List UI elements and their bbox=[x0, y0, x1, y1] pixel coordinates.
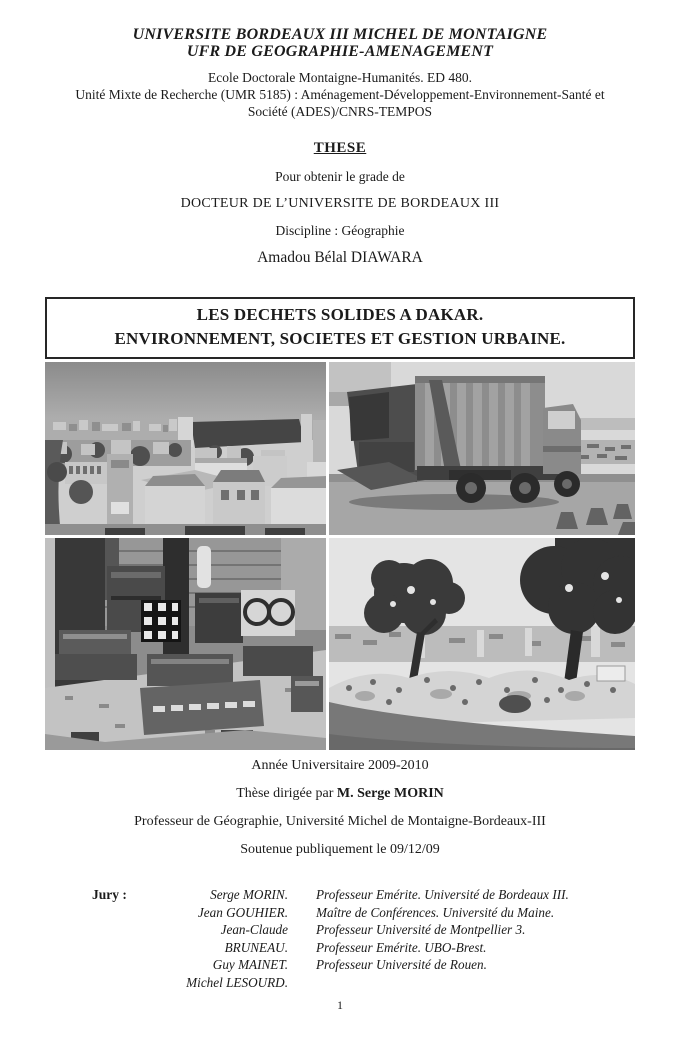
thesis-title-line1: LES DECHETS SOLIDES A DAKAR. bbox=[196, 305, 484, 324]
thesis-title-box bbox=[45, 297, 635, 359]
dakar-cityscape-photo bbox=[45, 362, 326, 535]
jury-member-name: Serge MORIN. bbox=[210, 887, 288, 902]
supervisor-title: Professeur de Géographie, Université Michel de Montaigne-Bordeaux-III bbox=[134, 814, 546, 829]
defense-date: Soutenue publiquement le 09/12/09 bbox=[240, 842, 440, 857]
cover-photo-grid bbox=[45, 362, 635, 750]
jury-member-role: Professeur Université de Montpellier 3. bbox=[316, 922, 526, 938]
jury-roles bbox=[316, 886, 569, 992]
jury-label: Jury : bbox=[92, 887, 127, 902]
university-name-line2: UFR DE GEOGRAPHIE-AMENAGEMENT bbox=[186, 43, 494, 60]
doctoral-school: Ecole Doctorale Montaigne-Humanités. ED 480. bbox=[208, 70, 472, 85]
discipline: Discipline : Géographie bbox=[275, 223, 405, 238]
jury-member-role: Professeur Emérite. Université de Bordeaux III. bbox=[316, 887, 569, 902]
jury-member-role: Maître de Conférences. Université du Maine. bbox=[316, 904, 555, 920]
page-number: 1 bbox=[337, 998, 343, 1012]
jury-member-name: Michel LESOURD. bbox=[186, 974, 288, 990]
jury-section bbox=[92, 886, 569, 992]
thesis-label: THESE bbox=[313, 140, 367, 156]
university-name-line1: UNIVERSITE BORDEAUX III MICHEL DE MONTAIGNE bbox=[132, 26, 548, 43]
supervisor-name: M. Serge MORIN bbox=[336, 786, 444, 801]
thesis-purpose: Pour obtenir le grade de bbox=[275, 169, 405, 184]
author-name: Amadou Bélal DIAWARA bbox=[257, 249, 423, 266]
jury-member-role: Professeur Université de Rouen. bbox=[316, 957, 487, 973]
jury-member-role: Professeur Emérite. UBO-Brest. bbox=[316, 939, 487, 955]
thesis-title-line2: ENVIRONNEMENT, SOCIETES ET GESTION URBAINE. bbox=[114, 329, 566, 348]
degree-name: DOCTEUR DE L’UNIVERSITE DE BORDEAUX III bbox=[180, 196, 500, 211]
roadside-garbage-pile-photo bbox=[329, 538, 635, 750]
jury-member-name: Guy MAINET. bbox=[212, 957, 288, 973]
jury-member-name: Jean GOUHIER. bbox=[197, 904, 288, 920]
supervision-prefix: Thèse dirigée par bbox=[236, 786, 337, 801]
academic-year: Année Universitaire 2009-2010 bbox=[251, 758, 429, 773]
jury-member-name: Jean-Claude BRUNEAU. bbox=[220, 922, 288, 955]
supervision-line bbox=[0, 786, 680, 802]
research-unit-line2: Société (ADES)/CNRS-TEMPOS bbox=[247, 104, 433, 119]
recycled-metal-trunks-photo bbox=[45, 538, 326, 750]
garbage-truck-photo bbox=[329, 362, 635, 535]
research-unit-line1: Unité Mixte de Recherche (UMR 5185) : Aménagement-Développement-Environnement-Santé et bbox=[75, 87, 605, 102]
jury-names bbox=[154, 886, 288, 992]
